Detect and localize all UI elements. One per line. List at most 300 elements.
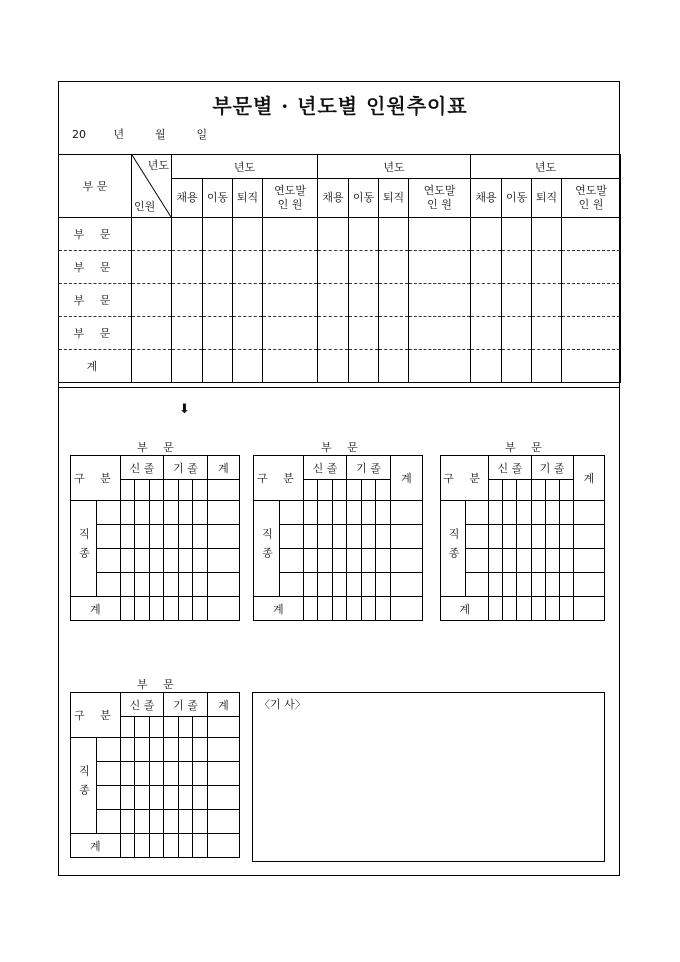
data-cell[interactable] <box>149 786 164 810</box>
data-cell[interactable] <box>379 350 409 383</box>
data-cell[interactable] <box>135 549 150 573</box>
data-cell[interactable] <box>573 501 604 525</box>
data-cell[interactable] <box>164 786 179 810</box>
data-cell[interactable] <box>318 597 333 621</box>
data-cell[interactable] <box>466 573 489 597</box>
data-cell[interactable] <box>120 786 135 810</box>
sub-header-cell[interactable] <box>193 480 208 501</box>
data-cell[interactable] <box>193 525 208 549</box>
data-cell[interactable] <box>207 597 239 621</box>
data-cell[interactable] <box>502 317 532 350</box>
data-cell[interactable] <box>207 573 239 597</box>
data-cell[interactable] <box>207 810 239 834</box>
section-divider <box>58 387 620 388</box>
data-cell[interactable] <box>466 525 489 549</box>
data-cell[interactable] <box>279 573 303 597</box>
data-cell[interactable] <box>559 525 573 549</box>
total-row-label: 계 <box>71 597 121 621</box>
date-prefix: 20 <box>72 128 86 141</box>
data-cell[interactable] <box>233 317 263 350</box>
data-cell[interactable] <box>502 218 532 251</box>
data-cell[interactable] <box>471 317 502 350</box>
data-cell[interactable] <box>207 549 239 573</box>
data-cell[interactable] <box>347 597 362 621</box>
data-cell[interactable] <box>172 317 203 350</box>
experienced-header: 기 졸 <box>164 693 208 717</box>
data-cell[interactable] <box>545 501 559 525</box>
data-cell[interactable] <box>207 738 239 762</box>
data-cell[interactable] <box>164 762 179 786</box>
data-cell[interactable] <box>207 525 239 549</box>
data-cell[interactable] <box>207 762 239 786</box>
sub-header-cell[interactable] <box>149 717 164 738</box>
data-cell[interactable] <box>318 251 349 284</box>
data-cell[interactable] <box>531 549 545 573</box>
data-cell[interactable] <box>149 501 164 525</box>
data-cell[interactable] <box>349 218 379 251</box>
sub-header-cell[interactable] <box>531 480 545 501</box>
data-cell[interactable] <box>164 810 179 834</box>
data-cell[interactable] <box>347 501 362 525</box>
data-cell[interactable] <box>347 573 362 597</box>
data-cell[interactable] <box>178 597 193 621</box>
data-cell[interactable] <box>390 525 422 549</box>
data-cell[interactable] <box>149 738 164 762</box>
data-cell[interactable] <box>531 525 545 549</box>
data-cell[interactable] <box>379 251 409 284</box>
data-cell[interactable] <box>135 573 150 597</box>
data-cell[interactable] <box>96 573 120 597</box>
sub-header-cell[interactable] <box>545 480 559 501</box>
data-cell[interactable] <box>149 597 164 621</box>
data-cell[interactable] <box>193 738 208 762</box>
data-cell[interactable] <box>149 525 164 549</box>
data-cell[interactable] <box>178 810 193 834</box>
data-cell[interactable] <box>207 501 239 525</box>
data-cell[interactable] <box>503 501 517 525</box>
data-cell[interactable] <box>409 218 471 251</box>
data-cell[interactable] <box>135 597 150 621</box>
data-cell[interactable] <box>376 549 391 573</box>
data-cell[interactable] <box>207 834 239 858</box>
data-cell[interactable] <box>164 573 179 597</box>
data-cell[interactable] <box>376 597 391 621</box>
data-cell[interactable] <box>573 549 604 573</box>
data-cell[interactable] <box>303 501 318 525</box>
data-cell[interactable] <box>502 284 532 317</box>
data-cell[interactable] <box>96 810 120 834</box>
data-cell[interactable] <box>332 573 347 597</box>
data-cell[interactable] <box>532 218 562 251</box>
data-cell[interactable] <box>318 284 349 317</box>
data-cell[interactable] <box>503 549 517 573</box>
data-cell[interactable] <box>96 501 120 525</box>
summary-row <box>59 251 621 284</box>
category-header: 구 분 <box>71 456 121 501</box>
row-label: 계 <box>59 350 132 383</box>
data-cell[interactable] <box>135 810 150 834</box>
data-cell[interactable] <box>120 810 135 834</box>
data-cell[interactable] <box>562 350 621 383</box>
data-cell[interactable] <box>178 834 193 858</box>
data-cell[interactable] <box>489 525 503 549</box>
data-cell[interactable] <box>409 284 471 317</box>
data-cell[interactable] <box>279 501 303 525</box>
data-cell[interactable] <box>466 501 489 525</box>
new-grad-header: 신 졸 <box>120 693 164 717</box>
data-cell[interactable] <box>502 350 532 383</box>
data-cell[interactable] <box>178 549 193 573</box>
data-cell[interactable] <box>193 549 208 573</box>
data-cell[interactable] <box>193 810 208 834</box>
data-cell[interactable] <box>318 525 333 549</box>
data-cell[interactable] <box>562 218 621 251</box>
data-cell[interactable] <box>149 573 164 597</box>
data-cell[interactable] <box>409 350 471 383</box>
data-cell[interactable] <box>193 762 208 786</box>
data-cell[interactable] <box>503 573 517 597</box>
yearend-header: 연도말 인 원 <box>263 179 318 218</box>
total-header: 계 <box>390 456 422 501</box>
job-type-label <box>71 501 97 597</box>
sub-header-cell[interactable] <box>164 480 179 501</box>
sub-header-cell[interactable] <box>135 717 150 738</box>
data-cell[interactable] <box>164 834 179 858</box>
sub-header-cell[interactable] <box>376 480 391 501</box>
data-cell[interactable] <box>559 501 573 525</box>
sub-header-cell[interactable] <box>347 480 362 501</box>
transfer-header: 이동 <box>349 179 379 218</box>
sub-header-cell[interactable] <box>120 717 135 738</box>
data-cell[interactable] <box>96 762 120 786</box>
data-cell[interactable] <box>376 501 391 525</box>
sub-header-cell[interactable] <box>318 480 333 501</box>
total-header: 계 <box>207 456 239 480</box>
data-cell[interactable] <box>531 573 545 597</box>
sub-header-cell[interactable] <box>332 480 347 501</box>
sub-header-cell[interactable] <box>178 717 193 738</box>
data-cell[interactable] <box>132 284 172 317</box>
data-cell[interactable] <box>149 810 164 834</box>
sub-header-cell[interactable] <box>207 717 239 738</box>
data-cell[interactable] <box>120 762 135 786</box>
sub-header-cell[interactable] <box>149 480 164 501</box>
data-cell[interactable] <box>562 317 621 350</box>
sub-header-cell[interactable] <box>193 717 208 738</box>
data-cell[interactable] <box>517 549 531 573</box>
data-cell[interactable] <box>471 350 502 383</box>
date-year: 년 <box>113 128 125 141</box>
dept-staff-table <box>70 455 240 621</box>
sub-header-cell[interactable] <box>120 480 135 501</box>
data-cell[interactable] <box>149 762 164 786</box>
data-cell[interactable] <box>164 597 179 621</box>
data-cell[interactable] <box>120 525 135 549</box>
data-cell[interactable] <box>203 350 233 383</box>
sub-header-cell[interactable] <box>135 480 150 501</box>
data-cell[interactable] <box>135 786 150 810</box>
data-cell[interactable] <box>120 597 135 621</box>
data-cell[interactable] <box>318 350 349 383</box>
data-cell[interactable] <box>96 738 120 762</box>
data-cell[interactable] <box>361 525 376 549</box>
data-cell[interactable] <box>233 218 263 251</box>
sub-header-cell[interactable] <box>178 480 193 501</box>
data-cell[interactable] <box>318 501 333 525</box>
data-cell[interactable] <box>164 549 179 573</box>
job-type-text: 직종 <box>447 528 461 566</box>
data-cell[interactable] <box>390 573 422 597</box>
data-cell[interactable] <box>573 573 604 597</box>
data-cell[interactable] <box>149 834 164 858</box>
new-grad-header: 신 졸 <box>120 456 164 480</box>
data-cell[interactable] <box>149 549 164 573</box>
sub-header-cell[interactable] <box>361 480 376 501</box>
dept-label-3: 부 문 <box>505 441 548 454</box>
data-cell[interactable] <box>193 573 208 597</box>
data-cell[interactable] <box>517 525 531 549</box>
data-cell[interactable] <box>178 738 193 762</box>
total-row-label: 계 <box>254 597 304 621</box>
data-cell[interactable] <box>263 284 318 317</box>
experienced-header: 기 졸 <box>531 456 573 480</box>
data-cell[interactable] <box>203 251 233 284</box>
date-day: 일 <box>196 128 208 141</box>
data-cell[interactable] <box>164 738 179 762</box>
data-cell[interactable] <box>409 251 471 284</box>
notes-box[interactable] <box>252 692 605 862</box>
data-cell[interactable] <box>135 738 150 762</box>
data-cell[interactable] <box>96 549 120 573</box>
data-cell[interactable] <box>120 573 135 597</box>
data-cell[interactable] <box>263 350 318 383</box>
new-grad-header: 신 졸 <box>303 456 347 480</box>
total-header: 계 <box>207 693 239 717</box>
data-cell[interactable] <box>332 525 347 549</box>
data-cell[interactable] <box>233 251 263 284</box>
data-cell[interactable] <box>207 786 239 810</box>
data-cell[interactable] <box>203 284 233 317</box>
job-type-text: 직종 <box>77 528 91 566</box>
data-cell[interactable] <box>466 549 489 573</box>
data-cell[interactable] <box>503 597 517 621</box>
data-cell[interactable] <box>503 525 517 549</box>
data-cell[interactable] <box>517 501 531 525</box>
yearly-summary-table <box>58 154 621 383</box>
data-cell[interactable] <box>233 350 263 383</box>
data-cell[interactable] <box>263 317 318 350</box>
sub-header-cell[interactable] <box>164 717 179 738</box>
yearend-header: 연도말 인 원 <box>409 179 471 218</box>
data-cell[interactable] <box>502 251 532 284</box>
data-cell[interactable] <box>562 284 621 317</box>
dept-label-2: 부 문 <box>321 441 364 454</box>
data-cell[interactable] <box>471 251 502 284</box>
data-cell[interactable] <box>349 317 379 350</box>
data-cell[interactable] <box>303 597 318 621</box>
data-cell[interactable] <box>562 251 621 284</box>
data-cell[interactable] <box>120 549 135 573</box>
data-cell[interactable] <box>376 573 391 597</box>
data-cell[interactable] <box>120 738 135 762</box>
data-cell[interactable] <box>379 284 409 317</box>
data-cell[interactable] <box>347 549 362 573</box>
data-cell[interactable] <box>332 597 347 621</box>
dept-label-1: 부 문 <box>137 441 180 454</box>
data-cell[interactable] <box>303 573 318 597</box>
data-cell[interactable] <box>545 549 559 573</box>
data-cell[interactable] <box>172 284 203 317</box>
data-cell[interactable] <box>132 251 172 284</box>
data-cell[interactable] <box>349 284 379 317</box>
sub-header-cell[interactable] <box>559 480 573 501</box>
data-cell[interactable] <box>361 573 376 597</box>
data-cell[interactable] <box>349 251 379 284</box>
data-cell[interactable] <box>545 573 559 597</box>
data-cell[interactable] <box>390 597 422 621</box>
data-cell[interactable] <box>409 317 471 350</box>
job-type-text: 직종 <box>77 765 91 803</box>
year-header-3: 년도 <box>471 155 621 179</box>
job-type-label <box>71 738 97 834</box>
dept-staff-table <box>70 692 240 858</box>
date-line <box>72 126 207 142</box>
data-cell[interactable] <box>573 525 604 549</box>
data-cell[interactable] <box>318 317 349 350</box>
data-cell[interactable] <box>120 834 135 858</box>
year-header-1: 년도 <box>172 155 318 179</box>
data-cell[interactable] <box>135 834 150 858</box>
data-cell[interactable] <box>347 525 362 549</box>
data-cell[interactable] <box>178 762 193 786</box>
data-cell[interactable] <box>318 573 333 597</box>
data-cell[interactable] <box>263 251 318 284</box>
data-cell[interactable] <box>532 350 562 383</box>
data-cell[interactable] <box>390 501 422 525</box>
data-cell[interactable] <box>193 501 208 525</box>
data-cell[interactable] <box>178 786 193 810</box>
data-cell[interactable] <box>361 549 376 573</box>
data-cell[interactable] <box>379 218 409 251</box>
data-cell[interactable] <box>263 218 318 251</box>
data-cell[interactable] <box>203 218 233 251</box>
dept-header: 부 문 <box>59 155 132 218</box>
sub-header-cell[interactable] <box>503 480 517 501</box>
row-label: 부 문 <box>59 317 132 350</box>
data-cell[interactable] <box>178 573 193 597</box>
data-cell[interactable] <box>303 549 318 573</box>
data-cell[interactable] <box>96 786 120 810</box>
data-cell[interactable] <box>332 549 347 573</box>
data-cell[interactable] <box>545 525 559 549</box>
resign-header: 퇴직 <box>233 179 263 218</box>
down-arrow-icon: ⬇ <box>179 402 190 417</box>
experienced-header: 기 졸 <box>347 456 391 480</box>
data-cell[interactable] <box>361 597 376 621</box>
data-cell[interactable] <box>532 317 562 350</box>
data-cell[interactable] <box>132 350 172 383</box>
data-cell[interactable] <box>318 549 333 573</box>
data-cell[interactable] <box>303 525 318 549</box>
data-cell[interactable] <box>379 317 409 350</box>
data-cell[interactable] <box>559 549 573 573</box>
dept-label-4: 부 문 <box>137 678 180 691</box>
data-cell[interactable] <box>489 597 503 621</box>
data-cell[interactable] <box>193 597 208 621</box>
data-cell[interactable] <box>489 501 503 525</box>
data-cell[interactable] <box>279 549 303 573</box>
data-cell[interactable] <box>349 350 379 383</box>
data-cell[interactable] <box>532 251 562 284</box>
data-cell[interactable] <box>559 573 573 597</box>
data-cell[interactable] <box>489 549 503 573</box>
diagonal-header-cell <box>132 155 172 218</box>
data-cell[interactable] <box>279 525 303 549</box>
data-cell[interactable] <box>96 525 120 549</box>
data-cell[interactable] <box>203 317 233 350</box>
summary-row <box>59 317 621 350</box>
data-cell[interactable] <box>132 218 172 251</box>
data-cell[interactable] <box>531 501 545 525</box>
job-type-text: 직종 <box>260 528 274 566</box>
data-cell[interactable] <box>178 525 193 549</box>
sub-header-cell[interactable] <box>489 480 503 501</box>
data-cell[interactable] <box>376 525 391 549</box>
transfer-header: 이동 <box>502 179 532 218</box>
diag-year-label: 년도 <box>147 159 169 172</box>
data-cell[interactable] <box>531 597 545 621</box>
sub-header-cell[interactable] <box>207 480 239 501</box>
job-type-label <box>254 501 280 597</box>
data-cell[interactable] <box>471 284 502 317</box>
data-cell[interactable] <box>193 834 208 858</box>
data-cell[interactable] <box>559 597 573 621</box>
data-cell[interactable] <box>193 786 208 810</box>
data-cell[interactable] <box>135 762 150 786</box>
data-cell[interactable] <box>390 549 422 573</box>
data-cell[interactable] <box>164 501 179 525</box>
total-header: 계 <box>573 456 604 501</box>
data-cell[interactable] <box>120 501 135 525</box>
diag-people-label: 인원 <box>134 200 156 213</box>
sub-header-cell[interactable] <box>517 480 531 501</box>
data-cell[interactable] <box>318 218 349 251</box>
notes-label: 〈기 사〉 <box>259 698 306 711</box>
data-cell[interactable] <box>489 573 503 597</box>
data-cell[interactable] <box>573 597 604 621</box>
experienced-header: 기 졸 <box>164 456 208 480</box>
data-cell[interactable] <box>135 501 150 525</box>
data-cell[interactable] <box>233 284 263 317</box>
data-cell[interactable] <box>332 501 347 525</box>
sub-header-cell[interactable] <box>303 480 318 501</box>
data-cell[interactable] <box>532 284 562 317</box>
data-cell[interactable] <box>172 251 203 284</box>
data-cell[interactable] <box>178 501 193 525</box>
data-cell[interactable] <box>172 218 203 251</box>
category-header: 구 분 <box>254 456 304 501</box>
data-cell[interactable] <box>545 597 559 621</box>
data-cell[interactable] <box>135 525 150 549</box>
data-cell[interactable] <box>361 501 376 525</box>
data-cell[interactable] <box>517 573 531 597</box>
data-cell[interactable] <box>164 525 179 549</box>
data-cell[interactable] <box>132 317 172 350</box>
new-grad-header: 신 졸 <box>489 456 531 480</box>
data-cell[interactable] <box>172 350 203 383</box>
data-cell[interactable] <box>471 218 502 251</box>
data-cell[interactable] <box>517 597 531 621</box>
